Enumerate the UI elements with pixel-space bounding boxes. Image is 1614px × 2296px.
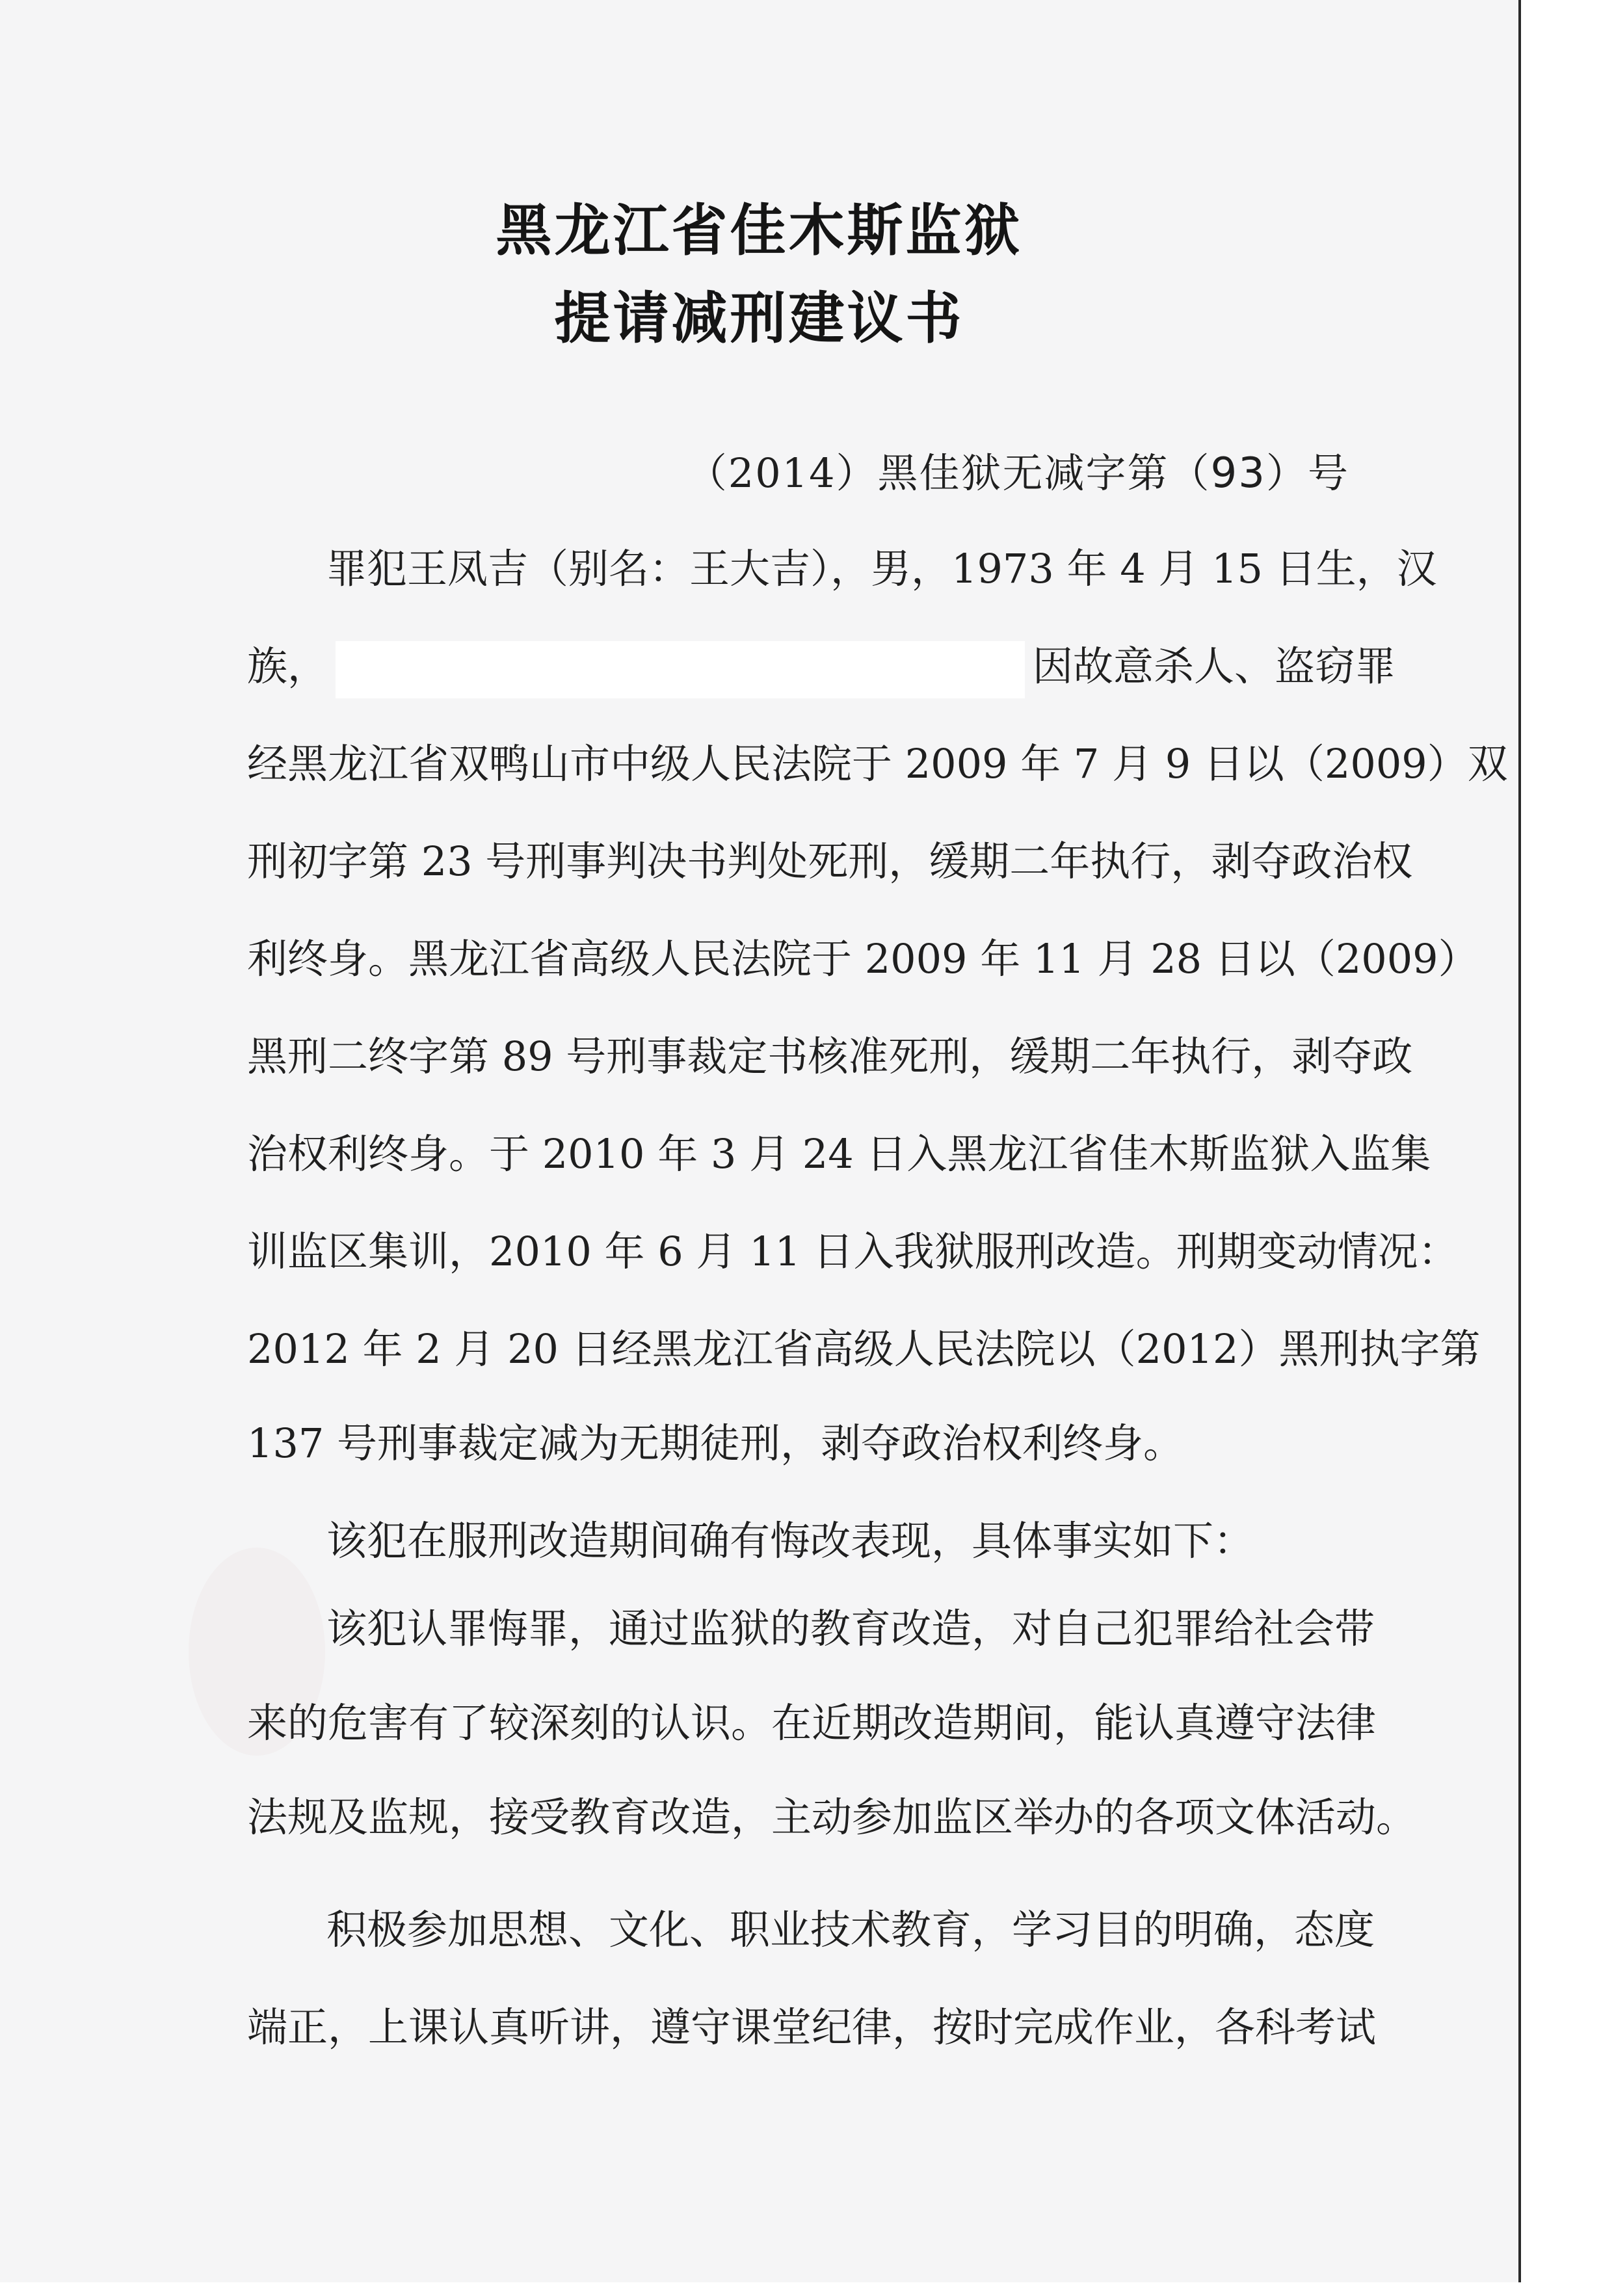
document-number-value: 93 [1210, 449, 1266, 497]
body-line-4: 刑初字第 23 号刑事判决书判处死刑，缓期二年执行，剥夺政治权 [247, 838, 1413, 885]
body-line-15: 积极参加思想、文化、职业技术教育，学习目的明确，态度 [326, 1906, 1375, 1953]
body-line-6: 黑刑二终字第 89 号刑事裁定书核准死刑，缓期二年执行，剥夺政 [247, 1033, 1413, 1080]
body-line-2-start: 族， [247, 642, 328, 690]
body-line-2 [247, 640, 1396, 693]
body-line-13: 来的危害有了较深刻的认识。在近期改造期间，能认真遵守法律 [247, 1699, 1377, 1747]
document-number-suffix: ）号 [1265, 449, 1349, 497]
redaction-box [336, 641, 1025, 698]
body-line-1: 罪犯王凤吉（别名：王大吉），男，1973 年 4 月 15 日生，汉 [326, 545, 1437, 592]
body-line-12: 该犯认罪悔罪，通过监狱的教育改造，对自己犯罪给社会带 [326, 1605, 1375, 1652]
body-line-3: 经黑龙江省双鸭山市中级人民法院于 2009 年 7 月 9 日以（2009）双 [247, 740, 1508, 787]
body-line-8: 训监区集训，2010 年 6 月 11 日入我狱服刑改造。刑期变动情况： [247, 1228, 1459, 1275]
body-line-5: 利终身。黑龙江省高级人民法院于 2009 年 11 月 28 日以（2009） [247, 935, 1479, 983]
document-number [687, 441, 1349, 499]
document-number-prefix: （2014）黑佳狱无减字第（ [686, 449, 1211, 497]
document-title-line1: 黑龙江省佳木斯监狱 [496, 198, 1023, 263]
body-line-11: 该犯在服刑改造期间确有悔改表现，具体事实如下： [326, 1517, 1254, 1564]
body-line-16: 端正，上课认真听讲，遵守课堂纪律，按时完成作业，各科考试 [247, 2003, 1377, 2051]
body-line-9: 2012 年 2 月 20 日经黑龙江省高级人民法院以（2012）黑刑执字第 [247, 1325, 1481, 1373]
body-line-7: 治权利终身。于 2010 年 3 月 24 日入黑龙江省佳木斯监狱入监集 [247, 1130, 1431, 1178]
body-line-10: 137 号刑事裁定减为无期徒刑，剥夺政治权利终身。 [247, 1419, 1184, 1467]
document-title-line2: 提请减刑建议书 [554, 285, 964, 351]
body-line-14: 法规及监规，接受教育改造，主动参加监区举办的各项文体活动。 [247, 1793, 1417, 1841]
body-line-2-end: 因故意杀人、盗窃罪 [1033, 642, 1396, 690]
